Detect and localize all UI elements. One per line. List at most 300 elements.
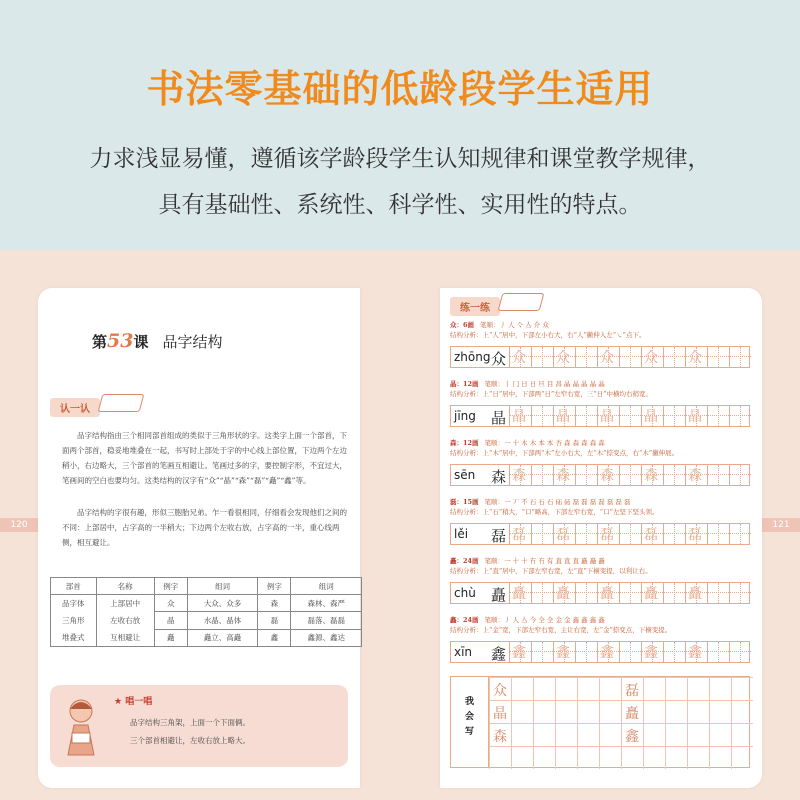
- trace-cell[interactable]: [553, 583, 575, 603]
- chant-line: 品字结构三角架，上面一个下面俩。: [130, 718, 250, 727]
- table-header: 例字: [154, 578, 187, 595]
- example-char: 众: [154, 595, 187, 612]
- grid-guide: [708, 651, 729, 652]
- trace-character: 晶: [556, 409, 570, 425]
- trace-cell[interactable]: [641, 406, 663, 426]
- table-row: [51, 595, 362, 612]
- practice-row: [450, 582, 750, 604]
- model-character: 鑫: [491, 645, 507, 663]
- write-cell[interactable]: [511, 677, 533, 700]
- grid-guide: [586, 347, 587, 367]
- blank-cell[interactable]: [619, 642, 641, 662]
- lesson-name: 品字结构: [162, 333, 223, 351]
- grid-guide: [708, 356, 729, 357]
- write-cell[interactable]: [489, 723, 511, 746]
- grid-guide: [576, 651, 597, 652]
- table-header-row: [51, 578, 362, 595]
- trace-cell[interactable]: [597, 524, 619, 544]
- chant-box: [50, 685, 348, 767]
- model-character: 众: [491, 350, 507, 368]
- write-cell[interactable]: [731, 723, 753, 746]
- lesson-title: [92, 330, 223, 352]
- trace-cell[interactable]: [641, 465, 663, 485]
- stroke-count: 众：6画: [450, 321, 475, 329]
- detail-paragraph: 品字结构的字很有趣，形似三胞胎兄弟。乍一看很相同，仔细看会发现他们之间的不同：上部居中，占字高的一半稍大；下边两个左收右放，占字高的一半，重心线两侧，相互避让。: [62, 508, 347, 547]
- example-words: 水晶、晶体: [187, 612, 257, 629]
- write-cell[interactable]: [621, 746, 643, 769]
- trace-cell[interactable]: [685, 524, 707, 544]
- grid-guide: [718, 406, 719, 426]
- write-grid: [450, 676, 750, 768]
- stroke-order: 笔顺：一 丆 不 石 石 石 砳 砳 磊 磊 磊 磊 磊 磊 磊: [484, 498, 631, 506]
- example-char: 晶: [154, 612, 187, 629]
- grid-guide: [630, 524, 631, 544]
- blank-cell[interactable]: [531, 406, 553, 426]
- blank-cell[interactable]: [729, 583, 751, 603]
- trace-character: 鑫: [644, 645, 658, 661]
- trace-cell[interactable]: [597, 465, 619, 485]
- grid-guide: [576, 533, 597, 534]
- write-cell[interactable]: [555, 723, 577, 746]
- grid-guide: [532, 651, 553, 652]
- write-cell[interactable]: [533, 700, 555, 723]
- grid-guide: [620, 474, 641, 475]
- example-words: 矗立、高矗: [187, 629, 257, 646]
- trace-cell[interactable]: [509, 642, 531, 662]
- grid-guide: [542, 524, 543, 544]
- table-header: 部首: [51, 578, 97, 595]
- structure-analysis: 结构分析：上“人”居中，下部左小右大，右“人”撇伸入左“㇏”点下。: [450, 331, 646, 339]
- example-words: 鑫源、鑫达: [291, 629, 362, 646]
- grid-guide: [740, 347, 741, 367]
- grid-guide: [576, 415, 597, 416]
- write-cell[interactable]: [731, 700, 753, 723]
- write-cell[interactable]: [643, 700, 665, 723]
- top-banner: [0, 0, 800, 250]
- stroke-order-line: [450, 497, 630, 506]
- write-cell[interactable]: [665, 677, 687, 700]
- grid-guide: [718, 583, 719, 603]
- trace-cell[interactable]: [597, 583, 619, 603]
- blank-cell[interactable]: [663, 583, 685, 603]
- trace-character: 众: [600, 350, 614, 366]
- grid-guide: [674, 406, 675, 426]
- trace-character: 晶: [600, 409, 614, 425]
- grid-guide: [620, 356, 641, 357]
- blank-cell[interactable]: [663, 524, 685, 544]
- write-cell[interactable]: [599, 723, 621, 746]
- grid-guide: [674, 583, 675, 603]
- write-cell[interactable]: [643, 677, 665, 700]
- stroke-order-line: [450, 556, 605, 565]
- blank-cell[interactable]: [619, 524, 641, 544]
- subtitle-line-1: 力求浅显易懂，遵循该学龄段学生认知规律和课堂教学规律，: [89, 146, 711, 172]
- stroke-order: 笔顺：一 十 十 冇 冇 有 直 直 直 矗 矗 矗: [484, 557, 605, 565]
- trace-character: 矗: [644, 586, 658, 602]
- name-line: 上部居中: [110, 599, 141, 608]
- grid-guide: [664, 356, 685, 357]
- blank-cell[interactable]: [619, 465, 641, 485]
- write-cell[interactable]: [533, 746, 555, 769]
- write-cell[interactable]: [709, 677, 731, 700]
- trace-cell[interactable]: [685, 465, 707, 485]
- grid-guide: [542, 642, 543, 662]
- trace-cell[interactable]: [509, 524, 531, 544]
- write-cell[interactable]: [533, 677, 555, 700]
- category-line: 三角形: [62, 616, 85, 625]
- structure-table: [50, 577, 362, 647]
- grid-guide: [586, 642, 587, 662]
- trace-character: 森: [688, 468, 702, 484]
- trace-character: 众: [688, 350, 702, 366]
- trace-cell[interactable]: [597, 642, 619, 662]
- table-header: 组词: [291, 578, 362, 595]
- write-example-character: 晶: [493, 706, 507, 722]
- pinyin: sēn: [454, 468, 476, 482]
- write-cell[interactable]: [599, 746, 621, 769]
- blank-cell[interactable]: [707, 583, 729, 603]
- grid-guide: [532, 533, 553, 534]
- write-cell[interactable]: [577, 677, 599, 700]
- blank-cell[interactable]: [663, 406, 685, 426]
- trace-cell[interactable]: [641, 524, 663, 544]
- trace-cell[interactable]: [509, 406, 531, 426]
- write-cell[interactable]: [709, 700, 731, 723]
- blank-cell[interactable]: [707, 524, 729, 544]
- grid-guide: [586, 406, 587, 426]
- grid-guide: [730, 474, 751, 475]
- write-label-char: 写: [464, 727, 474, 737]
- trace-cell[interactable]: [553, 406, 575, 426]
- trace-cell[interactable]: [685, 583, 707, 603]
- grid-guide: [730, 651, 751, 652]
- trace-character: 矗: [600, 586, 614, 602]
- grid-guide: [740, 583, 741, 603]
- trace-cell[interactable]: [641, 347, 663, 367]
- grid-guide: [664, 592, 685, 593]
- trace-cell[interactable]: [597, 347, 619, 367]
- headline: 书法零基础的低龄段学生适用: [146, 67, 654, 111]
- grid-guide: [576, 592, 597, 593]
- trace-character: 鑫: [556, 645, 570, 661]
- blank-cell[interactable]: [531, 465, 553, 485]
- trace-cell[interactable]: [509, 465, 531, 485]
- grid-guide: [708, 415, 729, 416]
- write-cell[interactable]: [709, 746, 731, 769]
- write-cell[interactable]: [577, 746, 599, 769]
- write-example-character: 森: [493, 729, 507, 745]
- practice-row: [450, 523, 750, 545]
- stroke-count: 磊：15画: [450, 498, 479, 506]
- write-cell[interactable]: [687, 677, 709, 700]
- grid-guide: [674, 347, 675, 367]
- stroke-order: 笔顺：丨 冂 日 日 旦 目 昌 晶 晶 晶 晶 晶: [484, 380, 605, 388]
- structure-analysis: 结构分析：上“石”稍大，“口”略高，下部左窄右宽，“口”左坚下坚头领。: [450, 508, 659, 516]
- trace-cell[interactable]: [509, 583, 531, 603]
- model-character: 矗: [491, 586, 507, 604]
- trace-character: 晶: [644, 409, 658, 425]
- write-cell[interactable]: [577, 723, 599, 746]
- write-cell[interactable]: [665, 700, 687, 723]
- grid-guide: [664, 474, 685, 475]
- write-cell[interactable]: [643, 746, 665, 769]
- write-cell[interactable]: [687, 700, 709, 723]
- grid-guide: [718, 347, 719, 367]
- model-character: 磊: [491, 527, 507, 545]
- pinyin: xīn: [454, 645, 473, 659]
- grid-guide: [542, 347, 543, 367]
- write-cell[interactable]: [687, 723, 709, 746]
- blank-cell[interactable]: [531, 347, 553, 367]
- trace-cell[interactable]: [685, 642, 707, 662]
- trace-cell[interactable]: [641, 583, 663, 603]
- structure-analysis: 结构分析：上“金”宽，下部左窄右宽，主让右宽，左“金”捺变点，下横变提。: [450, 626, 672, 634]
- write-cell[interactable]: [555, 677, 577, 700]
- blank-cell[interactable]: [663, 347, 685, 367]
- example-char: 鑫: [258, 629, 291, 646]
- blank-cell[interactable]: [707, 347, 729, 367]
- grid-guide: [532, 592, 553, 593]
- pinyin: chù: [454, 586, 476, 600]
- blank-cell[interactable]: [575, 406, 597, 426]
- table-header: 例字: [258, 578, 291, 595]
- write-label-char: 会: [464, 712, 474, 722]
- grid-guide: [674, 642, 675, 662]
- write-cell[interactable]: [643, 723, 665, 746]
- write-cell[interactable]: [555, 746, 577, 769]
- grid-guide: [730, 592, 751, 593]
- category-line: 堆叠式: [62, 633, 85, 642]
- trace-character: 磊: [512, 527, 526, 543]
- lesson-suffix: 课: [133, 333, 149, 351]
- chant-title: ★ 唱一唱: [114, 697, 153, 707]
- write-cell[interactable]: [533, 723, 555, 746]
- chant-line: 三个部首相避让，左收右放上略大。: [130, 736, 250, 745]
- grid-guide: [620, 651, 641, 652]
- trace-character: 森: [644, 468, 658, 484]
- grid-guide: [664, 651, 685, 652]
- trace-character: 矗: [556, 586, 570, 602]
- trace-cell[interactable]: [553, 347, 575, 367]
- blank-cell[interactable]: [729, 465, 751, 485]
- write-cell[interactable]: [731, 746, 753, 769]
- write-cell[interactable]: [511, 723, 533, 746]
- blank-cell[interactable]: [707, 465, 729, 485]
- blank-cell[interactable]: [619, 406, 641, 426]
- write-label: [451, 677, 489, 767]
- category-line: 品字体: [62, 599, 85, 608]
- trace-character: 鑫: [600, 645, 614, 661]
- write-cell[interactable]: [599, 700, 621, 723]
- name-cell: [96, 595, 154, 647]
- trace-cell[interactable]: [685, 406, 707, 426]
- name-line: 互相避让: [110, 633, 141, 642]
- grid-guide: [586, 465, 587, 485]
- write-example-character: 鑫: [625, 729, 639, 745]
- trace-cell[interactable]: [553, 465, 575, 485]
- grid-guide: [718, 465, 719, 485]
- grid-guide: [718, 524, 719, 544]
- write-cell[interactable]: [621, 677, 643, 700]
- model-character: 晶: [491, 409, 507, 427]
- write-cell[interactable]: [621, 723, 643, 746]
- write-cell[interactable]: [511, 746, 533, 769]
- trace-character: 森: [600, 468, 614, 484]
- chant-title-text: 唱一唱: [125, 697, 153, 707]
- structure-analysis: 结构分析：上“直”居中，下部左窄右宽，左“直”下横变提，以利让右。: [450, 567, 652, 575]
- page-number-right: 121: [762, 518, 800, 532]
- grid-guide: [532, 474, 553, 475]
- stroke-order: 笔顺：丿 人 亽 亼 介 众: [480, 321, 549, 329]
- page-number-left: 120: [0, 518, 38, 532]
- blank-cell[interactable]: [575, 347, 597, 367]
- trace-cell[interactable]: [553, 524, 575, 544]
- write-cell[interactable]: [687, 746, 709, 769]
- grid-guide: [630, 642, 631, 662]
- grid-guide: [620, 415, 641, 416]
- grid-guide: [630, 347, 631, 367]
- blank-cell[interactable]: [729, 524, 751, 544]
- practice-row: [450, 346, 750, 368]
- practice-row: [450, 405, 750, 427]
- stroke-order-line: [450, 320, 549, 329]
- write-label-char: 我: [464, 697, 474, 707]
- lesson-number: 53: [107, 330, 134, 352]
- grid-guide: [740, 465, 741, 485]
- blank-cell[interactable]: [729, 642, 751, 662]
- trace-cell[interactable]: [597, 406, 619, 426]
- grid-guide: [708, 533, 729, 534]
- grid-guide: [708, 592, 729, 593]
- stroke-order-line: [450, 438, 605, 447]
- example-words: 磊落、磊磊: [291, 612, 362, 629]
- trace-cell[interactable]: [641, 642, 663, 662]
- blank-cell[interactable]: [575, 642, 597, 662]
- trace-character: 众: [512, 350, 526, 366]
- stroke-count: 鑫：24画: [450, 616, 479, 624]
- trace-character: 晶: [512, 409, 526, 425]
- intro-paragraph: 品字结构指由三个相同部首组成的类似于三角形状的字。这类字上面一个部首，下面两个部首，稳妥地堆叠在一起，书写时上部处于字的中心线上部位置，下边两个左边稍小，右边略大，三个部首的笔画互相避让。笔画过多的字，要控制字形，不宜过大，笔画间的空白也要均匀。这类结构的汉字有“众”“晶”“森”“磊”“矗”“鑫”等。: [62, 431, 347, 485]
- grid-guide: [730, 533, 751, 534]
- trace-character: 矗: [688, 586, 702, 602]
- grid-guide: [664, 533, 685, 534]
- blank-cell[interactable]: [619, 347, 641, 367]
- blank-cell[interactable]: [707, 642, 729, 662]
- grid-guide: [576, 474, 597, 475]
- table-header: 组词: [187, 578, 257, 595]
- name-line: 左收右放: [110, 616, 141, 625]
- grid-guide: [740, 524, 741, 544]
- stroke-order: 笔顺：丿 人 亼 今 全 全 金 金 鑫 鑫 鑫 鑫: [484, 616, 605, 624]
- example-char: 矗: [154, 629, 187, 646]
- practice-tag: 练一练: [450, 297, 500, 316]
- write-cell[interactable]: [577, 700, 599, 723]
- blank-cell[interactable]: [663, 465, 685, 485]
- blank-cell[interactable]: [531, 524, 553, 544]
- write-cell[interactable]: [621, 700, 643, 723]
- grid-guide: [532, 415, 553, 416]
- write-cell[interactable]: [489, 746, 511, 769]
- blank-cell[interactable]: [729, 347, 751, 367]
- practice-row: [450, 464, 750, 486]
- stroke-order-line: [450, 615, 605, 624]
- example-words: 森林、森严: [291, 595, 362, 612]
- example-char: 森: [258, 595, 291, 612]
- subtitle-line-2: 具有基础性、系统性、科学性、实用性的特点。: [158, 192, 642, 218]
- write-cell[interactable]: [599, 677, 621, 700]
- trace-cell[interactable]: [509, 347, 531, 367]
- trace-character: 森: [556, 468, 570, 484]
- grid-guide: [718, 642, 719, 662]
- structure-analysis: 结构分析：上“日”居中，下部两“日”左窄右宽，三“日”中横均右稍宽。: [450, 390, 652, 398]
- grid-guide: [674, 524, 675, 544]
- write-cell[interactable]: [731, 677, 753, 700]
- blank-cell[interactable]: [531, 583, 553, 603]
- write-cell[interactable]: [555, 700, 577, 723]
- grid-guide: [730, 356, 751, 357]
- example-char: 磊: [258, 612, 291, 629]
- trace-character: 众: [644, 350, 658, 366]
- blank-cell[interactable]: [575, 465, 597, 485]
- grid-guide: [708, 474, 729, 475]
- trace-character: 鑫: [688, 645, 702, 661]
- pinyin: jīng: [454, 409, 476, 423]
- book-icon: [98, 394, 145, 412]
- structure-analysis: 结构分析：上“木”居中，下部两“木”左小右大，左“木”捺变点，右“木”撇伸展。: [450, 449, 679, 457]
- write-example-character: 众: [493, 683, 507, 699]
- grid-guide: [740, 406, 741, 426]
- blank-cell[interactable]: [575, 524, 597, 544]
- grid-guide: [576, 356, 597, 357]
- blank-cell[interactable]: [619, 583, 641, 603]
- pinyin: zhōng: [454, 350, 491, 364]
- stroke-count: 矗：24画: [450, 557, 479, 565]
- blank-cell[interactable]: [707, 406, 729, 426]
- write-example-character: 磊: [625, 683, 639, 699]
- write-example-character: 矗: [625, 706, 639, 722]
- write-cell[interactable]: [709, 723, 731, 746]
- recognize-tag: 认一认: [50, 398, 100, 417]
- lesson-prefix: 第: [92, 333, 108, 351]
- write-cell[interactable]: [489, 677, 511, 700]
- blank-cell[interactable]: [531, 642, 553, 662]
- write-cell[interactable]: [665, 723, 687, 746]
- table-header: 名称: [96, 578, 154, 595]
- trace-cell[interactable]: [553, 642, 575, 662]
- trace-character: 鑫: [512, 645, 526, 661]
- trace-character: 晶: [688, 409, 702, 425]
- trace-character: 磊: [600, 527, 614, 543]
- stroke-count: 森：12画: [450, 439, 479, 447]
- write-cell[interactable]: [489, 700, 511, 723]
- grid-guide: [740, 642, 741, 662]
- trace-character: 磊: [556, 527, 570, 543]
- blank-cell[interactable]: [575, 583, 597, 603]
- grid-guide: [630, 583, 631, 603]
- trace-character: 众: [556, 350, 570, 366]
- blank-cell[interactable]: [663, 642, 685, 662]
- blank-cell[interactable]: [729, 406, 751, 426]
- write-cell[interactable]: [511, 700, 533, 723]
- grid-guide: [630, 465, 631, 485]
- grid-guide: [674, 465, 675, 485]
- grid-guide: [586, 524, 587, 544]
- grid-guide: [620, 533, 641, 534]
- trace-cell[interactable]: [685, 347, 707, 367]
- category-cell: [51, 595, 97, 647]
- grid-guide: [586, 583, 587, 603]
- write-cell[interactable]: [665, 746, 687, 769]
